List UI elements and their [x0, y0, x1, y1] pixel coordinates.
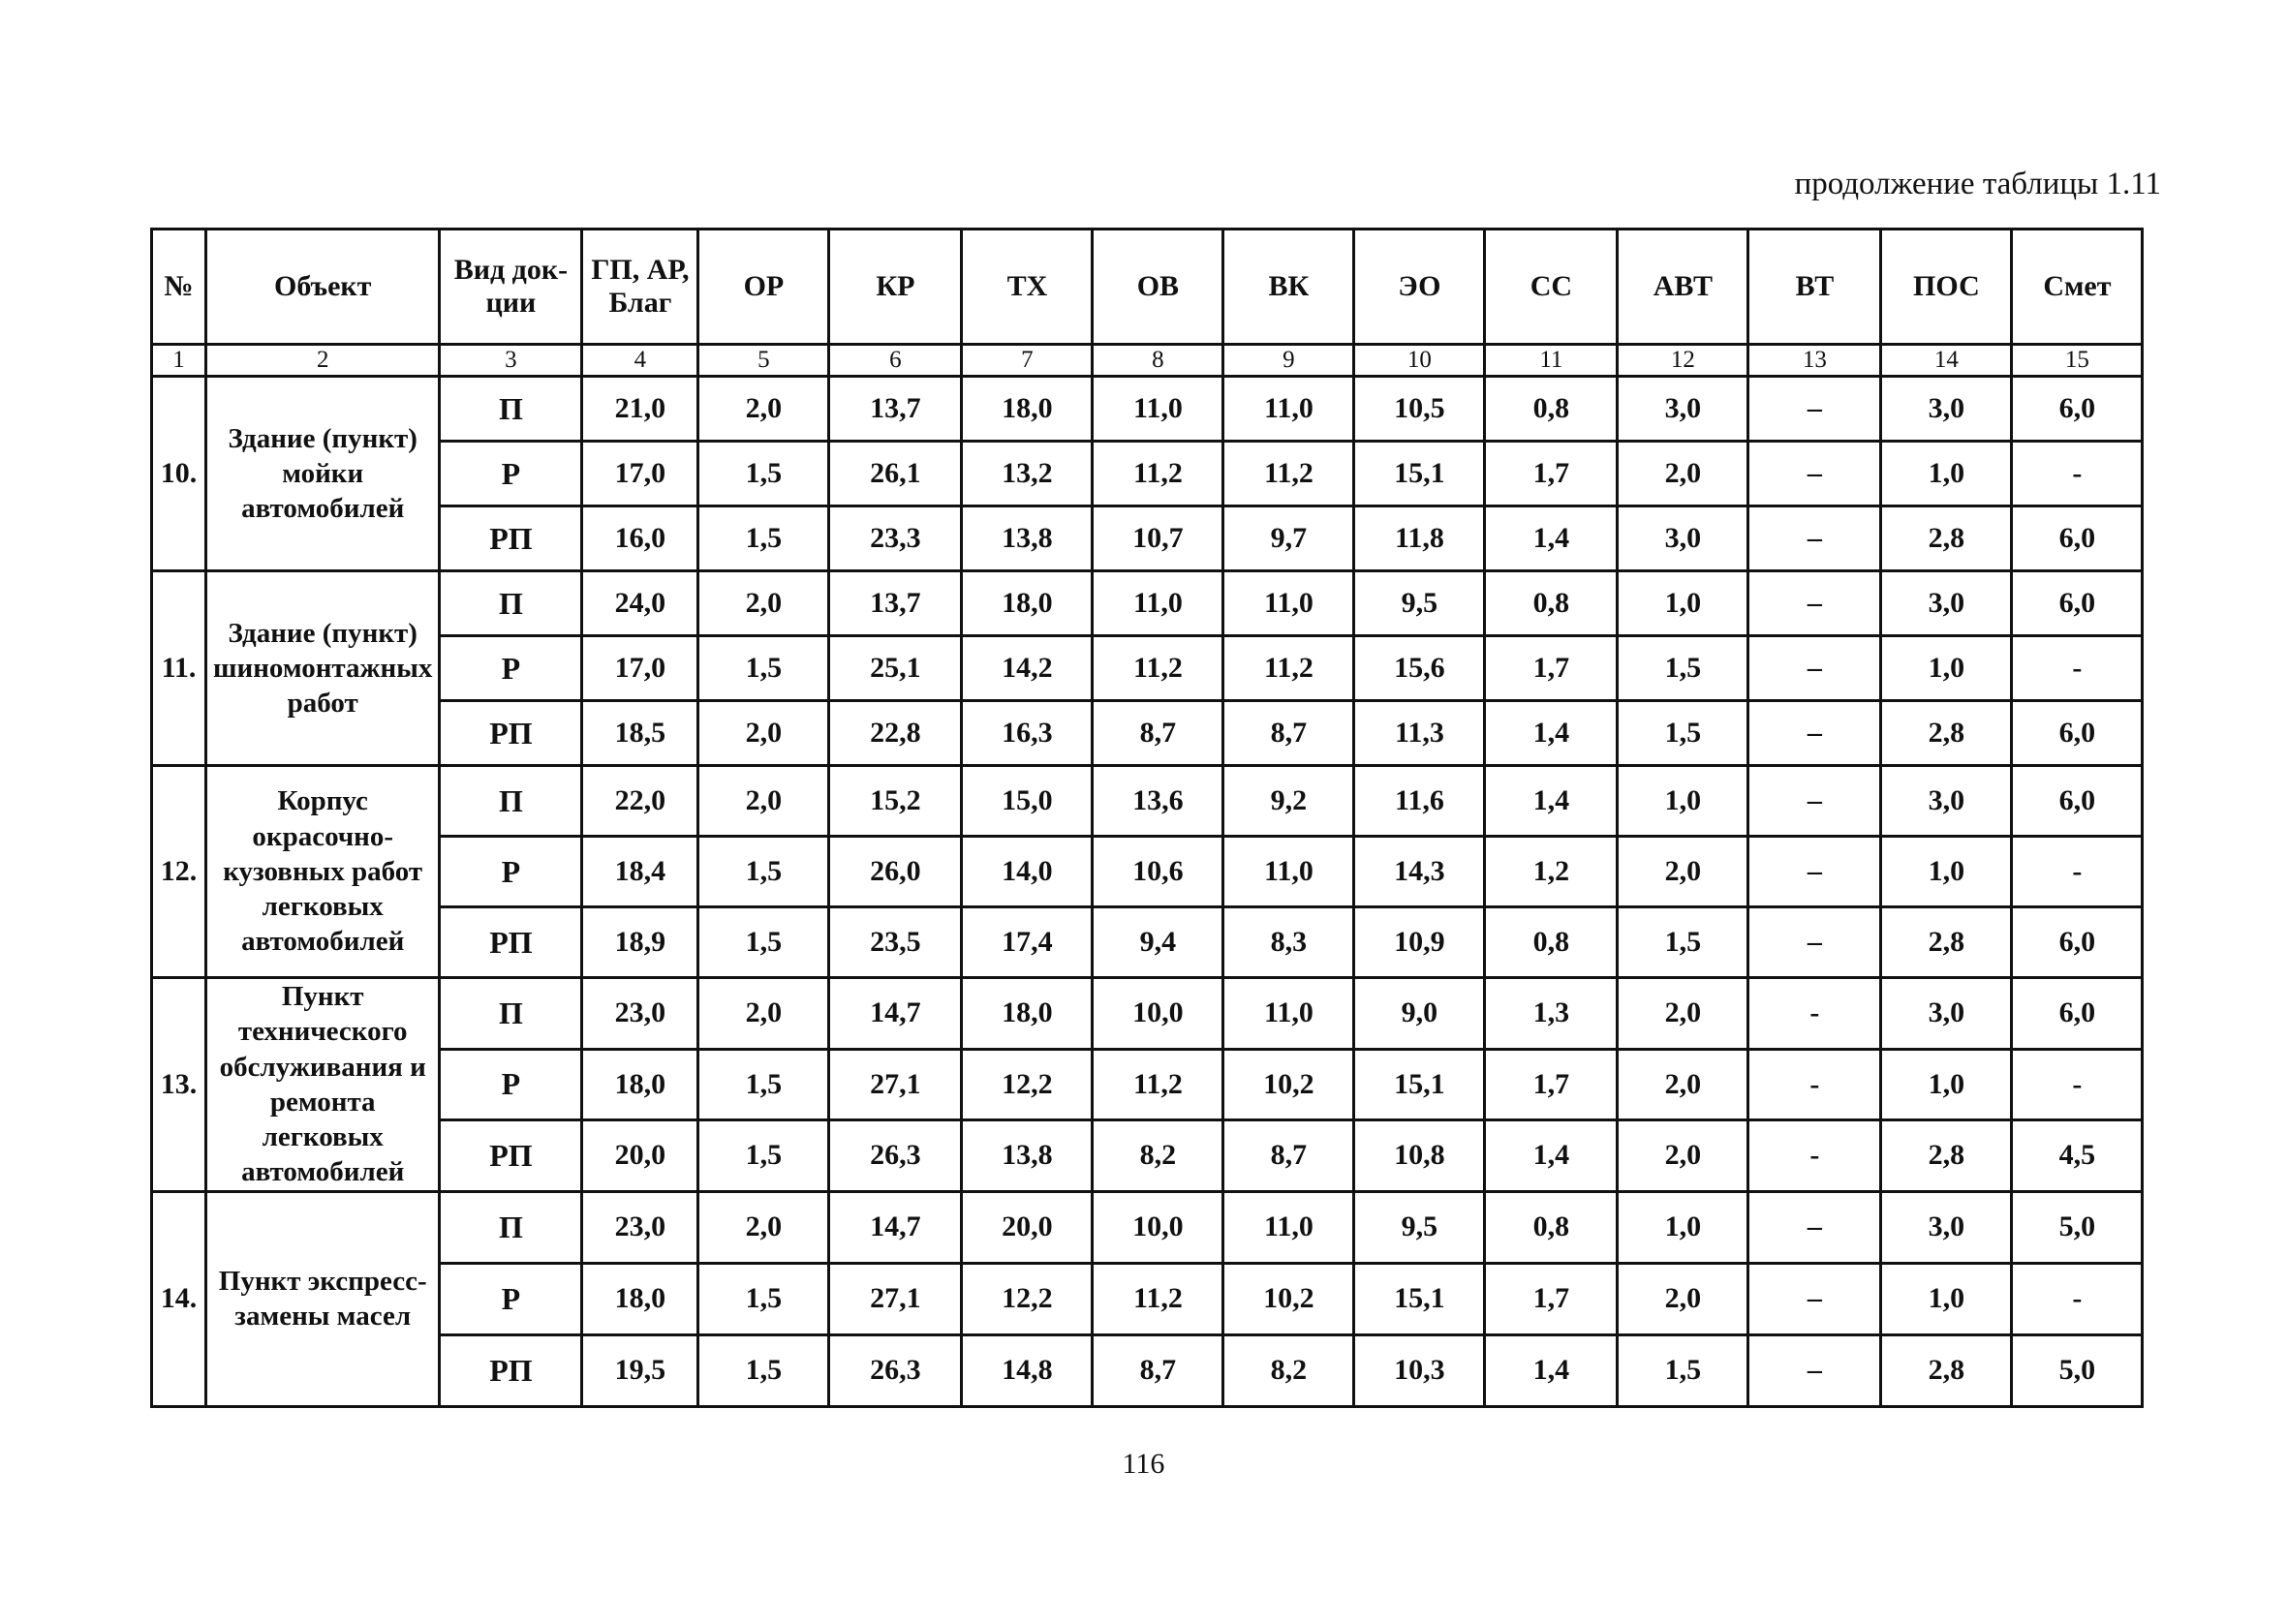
group-number: 10.: [152, 377, 206, 571]
value-cell: 4,5: [2012, 1120, 2143, 1192]
doc-type: Р: [440, 636, 582, 701]
doc-type: Р: [440, 837, 582, 907]
value-cell: -: [1748, 978, 1881, 1050]
value-cell: –: [1748, 907, 1881, 978]
value-cell: 0,8: [1485, 571, 1618, 636]
value-cell: 1,2: [1485, 837, 1618, 907]
value-cell: 2,0: [698, 1191, 829, 1263]
value-cell: –: [1748, 1191, 1881, 1263]
value-cell: 18,0: [962, 377, 1093, 442]
value-cell: 1,4: [1485, 1334, 1618, 1406]
value-cell: 15,2: [829, 766, 962, 837]
value-cell: 3,0: [1618, 506, 1748, 571]
group-number: 14.: [152, 1191, 206, 1406]
value-cell: 11,2: [1093, 636, 1223, 701]
value-cell: 10,9: [1354, 907, 1485, 978]
value-cell: 1,5: [698, 1334, 829, 1406]
column-number: 8: [1093, 345, 1223, 377]
value-cell: 10,3: [1354, 1334, 1485, 1406]
value-cell: 14,7: [829, 978, 962, 1050]
value-cell: 10,6: [1093, 837, 1223, 907]
value-cell: 11,0: [1093, 377, 1223, 442]
value-cell: -: [2012, 837, 2143, 907]
column-header: АВТ: [1618, 230, 1748, 345]
value-cell: 26,3: [829, 1120, 962, 1192]
value-cell: 17,0: [582, 442, 698, 506]
value-cell: 1,5: [698, 1120, 829, 1192]
value-cell: -: [2012, 442, 2143, 506]
value-cell: 1,0: [1618, 766, 1748, 837]
value-cell: 2,0: [1618, 978, 1748, 1050]
value-cell: 2,0: [698, 377, 829, 442]
table-row: [152, 506, 2143, 571]
value-cell: 11,0: [1223, 1191, 1354, 1263]
value-cell: 6,0: [2012, 377, 2143, 442]
value-cell: 26,1: [829, 442, 962, 506]
doc-type: Р: [440, 1049, 582, 1120]
value-cell: 1,0: [1881, 1049, 2012, 1120]
value-cell: 11,2: [1093, 1263, 1223, 1334]
value-cell: 10,0: [1093, 978, 1223, 1050]
table-row: [152, 1191, 2143, 1263]
column-header: ПОС: [1881, 230, 2012, 345]
value-cell: 23,3: [829, 506, 962, 571]
column-header: ОВ: [1093, 230, 1223, 345]
header-row: [152, 230, 2143, 345]
value-cell: 1,5: [698, 636, 829, 701]
value-cell: 23,5: [829, 907, 962, 978]
value-cell: 26,3: [829, 1334, 962, 1406]
value-cell: 1,0: [1618, 571, 1748, 636]
value-cell: 11,6: [1354, 766, 1485, 837]
value-cell: 9,4: [1093, 907, 1223, 978]
value-cell: 1,4: [1485, 701, 1618, 766]
value-cell: 17,0: [582, 636, 698, 701]
value-cell: 2,0: [1618, 1263, 1748, 1334]
doc-type: П: [440, 1191, 582, 1263]
value-cell: 15,1: [1354, 1263, 1485, 1334]
column-number: 14: [1881, 345, 2012, 377]
value-cell: 15,0: [962, 766, 1093, 837]
value-cell: 14,0: [962, 837, 1093, 907]
value-cell: 8,7: [1223, 1120, 1354, 1192]
column-number: 7: [962, 345, 1093, 377]
doc-type: РП: [440, 506, 582, 571]
value-cell: 2,0: [698, 978, 829, 1050]
value-cell: 3,0: [1881, 571, 2012, 636]
column-header: ЭО: [1354, 230, 1485, 345]
value-cell: 2,0: [1618, 837, 1748, 907]
value-cell: –: [1748, 701, 1881, 766]
value-cell: 15,1: [1354, 1049, 1485, 1120]
value-cell: 1,0: [1881, 442, 2012, 506]
column-number: 11: [1485, 345, 1618, 377]
value-cell: 3,0: [1881, 766, 2012, 837]
value-cell: –: [1748, 766, 1881, 837]
value-cell: 11,0: [1093, 571, 1223, 636]
value-cell: 8,2: [1093, 1120, 1223, 1192]
object-name: Здание (пункт) шиномонтажных работ: [206, 571, 440, 766]
value-cell: 18,0: [582, 1263, 698, 1334]
value-cell: 12,2: [962, 1263, 1093, 1334]
value-cell: 1,5: [698, 907, 829, 978]
value-cell: 8,7: [1223, 701, 1354, 766]
value-cell: 16,0: [582, 506, 698, 571]
value-cell: 14,3: [1354, 837, 1485, 907]
value-cell: 11,2: [1093, 442, 1223, 506]
value-cell: 0,8: [1485, 1191, 1618, 1263]
value-cell: 15,6: [1354, 636, 1485, 701]
value-cell: 14,7: [829, 1191, 962, 1263]
value-cell: 1,5: [698, 837, 829, 907]
column-number-row: [152, 345, 2143, 377]
table-row: [152, 1120, 2143, 1192]
value-cell: 12,2: [962, 1049, 1093, 1120]
column-number: 5: [698, 345, 829, 377]
value-cell: 18,0: [582, 1049, 698, 1120]
value-cell: 3,0: [1881, 978, 2012, 1050]
value-cell: 1,7: [1485, 636, 1618, 701]
object-name: Здание (пункт) мойки автомобилей: [206, 377, 440, 571]
value-cell: 13,8: [962, 1120, 1093, 1192]
data-table: [150, 228, 2144, 1408]
value-cell: 6,0: [2012, 907, 2143, 978]
table-row: [152, 1049, 2143, 1120]
value-cell: -: [1748, 1049, 1881, 1120]
table-row: [152, 571, 2143, 636]
doc-type: П: [440, 978, 582, 1050]
column-header: Смет: [2012, 230, 2143, 345]
value-cell: 10,7: [1093, 506, 1223, 571]
column-number: 3: [440, 345, 582, 377]
column-number: 15: [2012, 345, 2143, 377]
value-cell: 9,7: [1223, 506, 1354, 571]
table-row: [152, 701, 2143, 766]
table-row: [152, 978, 2143, 1050]
column-number: 1: [152, 345, 206, 377]
value-cell: 2,0: [1618, 442, 1748, 506]
value-cell: 2,8: [1881, 907, 2012, 978]
value-cell: -: [2012, 1263, 2143, 1334]
column-header: Объект: [206, 230, 440, 345]
column-number: 13: [1748, 345, 1881, 377]
value-cell: 8,3: [1223, 907, 1354, 978]
value-cell: 13,2: [962, 442, 1093, 506]
doc-type: РП: [440, 701, 582, 766]
value-cell: 11,2: [1093, 1049, 1223, 1120]
doc-type: РП: [440, 907, 582, 978]
value-cell: 1,5: [1618, 1334, 1748, 1406]
object-name: Корпус окрасочно-кузовных работ легковых автомобилей: [206, 766, 440, 978]
value-cell: 20,0: [582, 1120, 698, 1192]
group-number: 11.: [152, 571, 206, 766]
value-cell: 11,0: [1223, 837, 1354, 907]
value-cell: 9,0: [1354, 978, 1485, 1050]
value-cell: 1,7: [1485, 1049, 1618, 1120]
value-cell: 1,0: [1881, 837, 2012, 907]
value-cell: 0,8: [1485, 907, 1618, 978]
value-cell: 11,2: [1223, 636, 1354, 701]
value-cell: 22,0: [582, 766, 698, 837]
doc-type: П: [440, 571, 582, 636]
value-cell: 5,0: [2012, 1191, 2143, 1263]
value-cell: 9,5: [1354, 571, 1485, 636]
value-cell: 11,0: [1223, 978, 1354, 1050]
value-cell: 11,2: [1223, 442, 1354, 506]
value-cell: 9,5: [1354, 1191, 1485, 1263]
value-cell: –: [1748, 442, 1881, 506]
doc-type: РП: [440, 1120, 582, 1192]
value-cell: 2,0: [1618, 1120, 1748, 1192]
column-header: ВТ: [1748, 230, 1881, 345]
value-cell: 18,5: [582, 701, 698, 766]
doc-type: Р: [440, 442, 582, 506]
value-cell: 11,3: [1354, 701, 1485, 766]
value-cell: –: [1748, 636, 1881, 701]
doc-type: П: [440, 377, 582, 442]
value-cell: 1,0: [1618, 1191, 1748, 1263]
doc-type: П: [440, 766, 582, 837]
value-cell: 18,0: [962, 978, 1093, 1050]
table-header: [152, 230, 2143, 377]
value-cell: 23,0: [582, 978, 698, 1050]
value-cell: –: [1748, 837, 1881, 907]
value-cell: 10,5: [1354, 377, 1485, 442]
value-cell: 1,0: [1881, 636, 2012, 701]
value-cell: 19,5: [582, 1334, 698, 1406]
value-cell: –: [1748, 1334, 1881, 1406]
table-row: [152, 442, 2143, 506]
value-cell: 14,2: [962, 636, 1093, 701]
value-cell: 2,0: [698, 701, 829, 766]
table-row: [152, 377, 2143, 442]
value-cell: 8,7: [1093, 701, 1223, 766]
value-cell: 1,5: [698, 506, 829, 571]
value-cell: 18,9: [582, 907, 698, 978]
column-header: ОР: [698, 230, 829, 345]
value-cell: 26,0: [829, 837, 962, 907]
value-cell: –: [1748, 1263, 1881, 1334]
column-number: 6: [829, 345, 962, 377]
value-cell: 9,2: [1223, 766, 1354, 837]
doc-type: Р: [440, 1263, 582, 1334]
value-cell: 13,8: [962, 506, 1093, 571]
value-cell: 2,8: [1881, 1334, 2012, 1406]
value-cell: 8,7: [1093, 1334, 1223, 1406]
column-header: ГП, АР, Благ: [582, 230, 698, 345]
value-cell: 10,2: [1223, 1049, 1354, 1120]
table-row: [152, 766, 2143, 837]
value-cell: 11,0: [1223, 377, 1354, 442]
object-name: Пункт экспресс-замены масел: [206, 1191, 440, 1406]
value-cell: 17,4: [962, 907, 1093, 978]
value-cell: 1,4: [1485, 506, 1618, 571]
value-cell: 10,2: [1223, 1263, 1354, 1334]
value-cell: 2,0: [698, 766, 829, 837]
table-row: [152, 636, 2143, 701]
value-cell: –: [1748, 377, 1881, 442]
value-cell: 8,2: [1223, 1334, 1354, 1406]
value-cell: 1,3: [1485, 978, 1618, 1050]
value-cell: –: [1748, 571, 1881, 636]
value-cell: 6,0: [2012, 571, 2143, 636]
value-cell: 11,0: [1223, 571, 1354, 636]
page-number: 116: [1122, 1448, 1165, 1480]
value-cell: 13,7: [829, 571, 962, 636]
column-header: ВК: [1223, 230, 1354, 345]
group-number: 12.: [152, 766, 206, 978]
table-container: [150, 228, 2144, 1408]
value-cell: 3,0: [1618, 377, 1748, 442]
value-cell: 1,4: [1485, 1120, 1618, 1192]
column-header: ТХ: [962, 230, 1093, 345]
value-cell: 1,5: [1618, 907, 1748, 978]
value-cell: 2,8: [1881, 506, 2012, 571]
value-cell: –: [1748, 506, 1881, 571]
value-cell: 1,7: [1485, 1263, 1618, 1334]
value-cell: 10,0: [1093, 1191, 1223, 1263]
value-cell: 5,0: [2012, 1334, 2143, 1406]
object-name: Пункт технического обслуживания и ремонта легковых автомобилей: [206, 978, 440, 1192]
column-header: №: [152, 230, 206, 345]
value-cell: -: [2012, 636, 2143, 701]
table-body: [152, 377, 2143, 1407]
value-cell: 6,0: [2012, 978, 2143, 1050]
column-number: 12: [1618, 345, 1748, 377]
value-cell: 2,8: [1881, 701, 2012, 766]
column-header: Вид док-ции: [440, 230, 582, 345]
value-cell: 1,5: [698, 1263, 829, 1334]
column-number: 2: [206, 345, 440, 377]
value-cell: 3,0: [1881, 377, 2012, 442]
table-caption: продолжение таблицы 1.11: [1794, 167, 2161, 201]
value-cell: 24,0: [582, 571, 698, 636]
value-cell: 25,1: [829, 636, 962, 701]
value-cell: 2,0: [1618, 1049, 1748, 1120]
value-cell: 11,8: [1354, 506, 1485, 571]
table-row: [152, 1334, 2143, 1406]
value-cell: 1,4: [1485, 766, 1618, 837]
value-cell: 18,4: [582, 837, 698, 907]
table-row: [152, 1263, 2143, 1334]
value-cell: 13,6: [1093, 766, 1223, 837]
column-number: 10: [1354, 345, 1485, 377]
value-cell: 1,5: [698, 1049, 829, 1120]
value-cell: 27,1: [829, 1049, 962, 1120]
value-cell: 22,8: [829, 701, 962, 766]
value-cell: 2,0: [698, 571, 829, 636]
value-cell: 2,8: [1881, 1120, 2012, 1192]
value-cell: 10,8: [1354, 1120, 1485, 1192]
value-cell: 20,0: [962, 1191, 1093, 1263]
value-cell: 27,1: [829, 1263, 962, 1334]
value-cell: 15,1: [1354, 442, 1485, 506]
value-cell: 1,0: [1881, 1263, 2012, 1334]
value-cell: 0,8: [1485, 377, 1618, 442]
value-cell: 23,0: [582, 1191, 698, 1263]
doc-type: РП: [440, 1334, 582, 1406]
value-cell: 6,0: [2012, 506, 2143, 571]
column-number: 9: [1223, 345, 1354, 377]
group-number: 13.: [152, 978, 206, 1192]
value-cell: 16,3: [962, 701, 1093, 766]
value-cell: 1,7: [1485, 442, 1618, 506]
value-cell: 6,0: [2012, 766, 2143, 837]
value-cell: -: [2012, 1049, 2143, 1120]
value-cell: 6,0: [2012, 701, 2143, 766]
value-cell: 21,0: [582, 377, 698, 442]
column-header: КР: [829, 230, 962, 345]
value-cell: 1,5: [1618, 701, 1748, 766]
column-number: 4: [582, 345, 698, 377]
value-cell: 1,5: [1618, 636, 1748, 701]
table-row: [152, 907, 2143, 978]
value-cell: -: [1748, 1120, 1881, 1192]
value-cell: 1,5: [698, 442, 829, 506]
value-cell: 14,8: [962, 1334, 1093, 1406]
table-row: [152, 837, 2143, 907]
value-cell: 3,0: [1881, 1191, 2012, 1263]
value-cell: 13,7: [829, 377, 962, 442]
column-header: СС: [1485, 230, 1618, 345]
value-cell: 18,0: [962, 571, 1093, 636]
